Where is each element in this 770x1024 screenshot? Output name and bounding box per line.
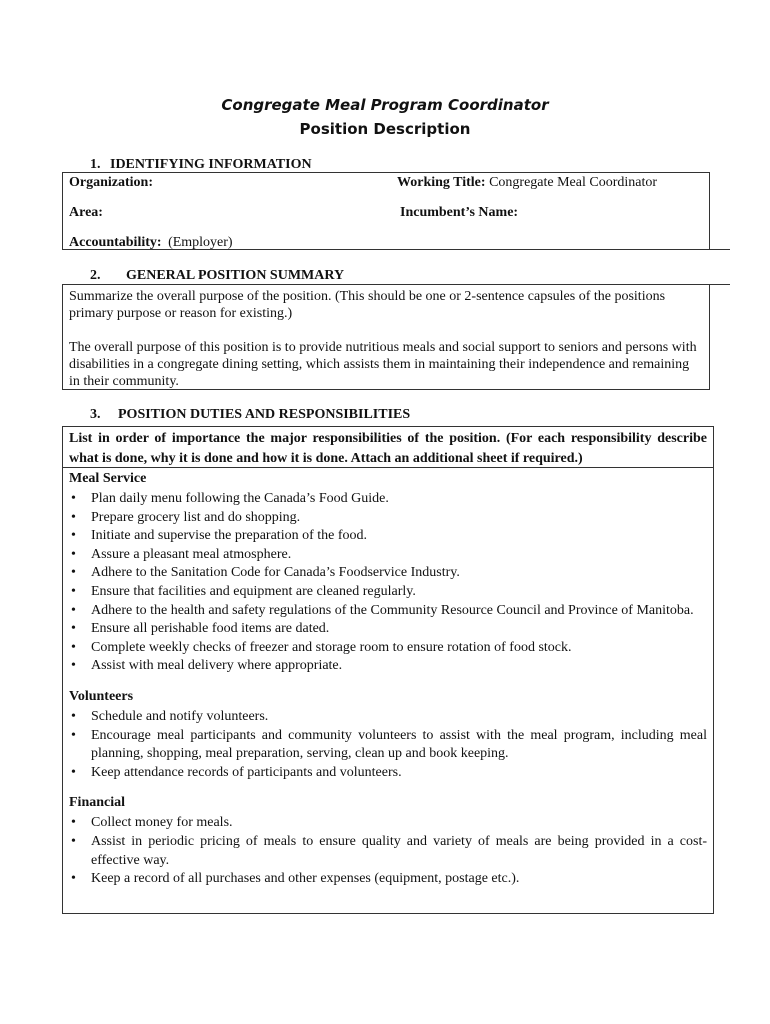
- list-item: • Ensure that facilities and equipment are cleaned regularly.: [69, 583, 707, 602]
- section2-number: 2.: [90, 268, 101, 283]
- section3-title: POSITION DUTIES AND RESPONSIBILITIES: [118, 407, 411, 422]
- group-title-volunteers: Volunteers: [69, 688, 134, 704]
- section3-number: 3.: [90, 407, 101, 422]
- list-item: • Keep a record of all purchases and other expenses (equipment, postage etc.).: [69, 870, 707, 889]
- list-item: • Initiate and supervise the preparation of the food.: [69, 527, 707, 546]
- section2-heading: [90, 268, 344, 284]
- list-item: • Complete weekly checks of freezer and storage room to ensure rotation of food stock.: [69, 639, 707, 658]
- duties-box: [62, 426, 714, 914]
- summary-instruction: Summarize the overall purpose of the position. (This should be one or 2-sentence capsules of the positions primary purpose or reason for existing.): [69, 289, 666, 321]
- area-label: Area:: [69, 205, 103, 220]
- summary-top-rule-extension: [709, 284, 730, 285]
- section1-title: IDENTIFYING INFORMATION: [110, 157, 312, 172]
- list-item: • Adhere to the Sanitation Code for Canada’s Foodservice Industry.: [69, 564, 707, 583]
- working-title-value: Congregate Meal Coordinator: [489, 175, 658, 190]
- list-item: • Plan daily menu following the Canada’s Food Guide.: [69, 490, 707, 509]
- organization-label: Organization:: [69, 175, 153, 190]
- working-title-field: [397, 174, 657, 191]
- list-item: • Keep attendance records of participants and volunteers.: [69, 764, 707, 783]
- section1-number: 1.: [90, 157, 101, 172]
- list-item: • Adhere to the health and safety regulations of the Community Resource Council and Province of Manitoba.: [69, 602, 707, 621]
- document-subtitle: Position Description: [299, 120, 471, 138]
- list-item: • Assist in periodic pricing of meals to ensure quality and variety of meals are being provided in a cost-effective way.: [69, 833, 707, 870]
- document-title: Congregate Meal Program Coordinator: [221, 96, 549, 114]
- financial-list: [69, 814, 707, 888]
- volunteers-list: [69, 708, 707, 782]
- position-summary-box: [62, 284, 710, 390]
- section3-heading: [90, 407, 410, 423]
- duties-content: [63, 468, 713, 889]
- list-item: • Encourage meal participants and community volunteers to assist with the meal program, including meal planning, shopping, meal preparation, serving, clean up and book keeping.: [69, 727, 707, 764]
- summary-text: The overall purpose of this position is to provide nutritious meals and social support to seniors and persons with disabilities in a congregate dining setting, which assists them in maintaining their independence and remaining in their community.: [69, 340, 697, 389]
- list-item: • Ensure all perishable food items are dated.: [69, 620, 707, 639]
- group-title-meal-service: Meal Service: [69, 471, 147, 486]
- duties-instruction: List in order of importance the major responsibilities of the position. (For each responsibility describe what is done, why it is done and how it is done. Attach an additional sheet if required.): [69, 431, 707, 466]
- incumbent-name-label: Incumbent’s Name:: [400, 205, 519, 220]
- group-title-financial: Financial: [69, 795, 126, 811]
- working-title-label: Working Title:: [397, 175, 486, 190]
- duties-instruction-row: [63, 427, 713, 468]
- accountability-label: Accountability:: [69, 235, 162, 250]
- section1-heading: [90, 157, 312, 173]
- list-item: • Collect money for meals.: [69, 814, 707, 833]
- list-item: • Assist with meal delivery where appropriate.: [69, 657, 707, 676]
- meal-service-list: [69, 490, 707, 676]
- section2-title: GENERAL POSITION SUMMARY: [126, 268, 345, 283]
- list-item: • Prepare grocery list and do shopping.: [69, 509, 707, 528]
- accountability-value: (Employer): [168, 235, 233, 250]
- list-item: • Assure a pleasant meal atmosphere.: [69, 546, 707, 565]
- list-item: • Schedule and notify volunteers.: [69, 708, 707, 727]
- document-header: [0, 93, 770, 141]
- accountability-field: [69, 234, 233, 251]
